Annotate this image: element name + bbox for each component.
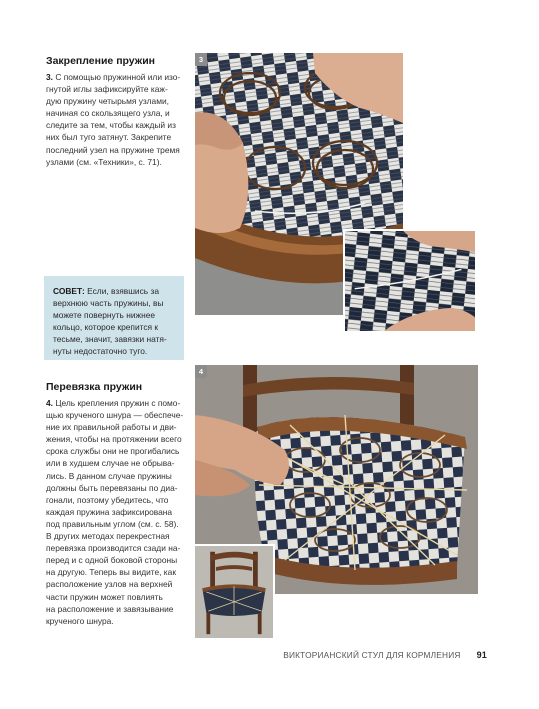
step-4-line: части пружин может повлиять (46, 591, 163, 602)
step-4-text (46, 397, 188, 627)
running-title: ВИКТОРИАНСКИЙ СТУЛ ДЛЯ КОРМЛЕНИЯ (283, 650, 461, 660)
tip-line: верхнюю часть пружины, вы (53, 298, 164, 309)
step-4-line: щью крученого шнура — обеспече- (46, 410, 184, 421)
step-4-line: перевязка производится сзади на- (46, 543, 181, 554)
step-4-line: расположение узлов на верхней (46, 579, 173, 590)
photo-3-inset-knot-detail (343, 229, 477, 333)
page-footer (283, 650, 487, 660)
step-4-line: под правильным углом (см. с. 58). (46, 518, 179, 529)
step-3-line: гнутой иглы зафиксируйте каж- (46, 84, 168, 95)
step-3-line: последний узел на пружине тремя (46, 144, 180, 155)
tip-text (53, 285, 176, 358)
step-3-line: следите за тем, чтобы каждый из (46, 120, 176, 131)
step-4-line: лись. В данном случае пружины (46, 470, 172, 481)
section-heading-tying-springs: Перевязка пружин (46, 381, 143, 393)
page-number: 91 (476, 650, 487, 660)
step-3-text (46, 71, 188, 168)
step-4-line: жения, чтобы на протяжении всего (46, 434, 182, 445)
section-heading-securing-springs: Закрепление пружин (46, 55, 156, 67)
tip-box (44, 276, 184, 360)
step-3-line: дую пружину четырьмя узлами, (46, 96, 169, 107)
step-4-line: Цель крепления пружин с помо- (55, 398, 181, 408)
step-4-line: на расположение и завязывание (46, 603, 174, 614)
photo-4-number: 4 (195, 365, 207, 378)
step-4-line: срока службы они не прогибались (46, 446, 180, 457)
step-4-number: 4. (46, 398, 53, 408)
step-3-line: узлами (см. «Техники», с. 71). (46, 156, 162, 167)
tip-label: СОВЕТ: (53, 286, 85, 296)
step-4-line: В других методах перекрестная (46, 531, 170, 542)
tip-line: можете повернуть нижнее (53, 310, 156, 321)
step-4-line: на другую. Теперь вы видите, как (46, 567, 176, 578)
step-3-number: 3. (46, 72, 53, 82)
step-3-line: них был туго затянут. Закрепите (46, 132, 172, 143)
step-4-line: или в худшем случае не обрыва- (46, 458, 175, 469)
tip-line: тесьме, значит, завязки натя- (53, 334, 167, 345)
step-4-line: ние их правильной работы и дви- (46, 422, 177, 433)
step-3-line: начиная со скользящего узла, и (46, 108, 170, 119)
step-4-line: должны быть перевязаны по диа- (46, 482, 178, 493)
step-4-line: крученого шнура. (46, 615, 114, 626)
step-4-line: гонали, поэтому убедитесь, что (46, 494, 169, 505)
tip-line: Если, взявшись за (84, 286, 159, 296)
photo-4-inset-chair (193, 544, 275, 640)
step-4-line: каждая пружина зафиксирована (46, 506, 173, 517)
chair-illustration (195, 546, 273, 638)
inset-illustration (345, 231, 475, 331)
photo-3-number: 3 (195, 53, 207, 66)
step-4-line: перед и с одной боковой стороны (46, 555, 178, 566)
step-3-line: С помощью пружинной или изо- (55, 72, 181, 82)
tip-line: нуты недостаточно туго. (53, 346, 148, 357)
tip-line: кольцо, которое крепится к (53, 322, 159, 333)
